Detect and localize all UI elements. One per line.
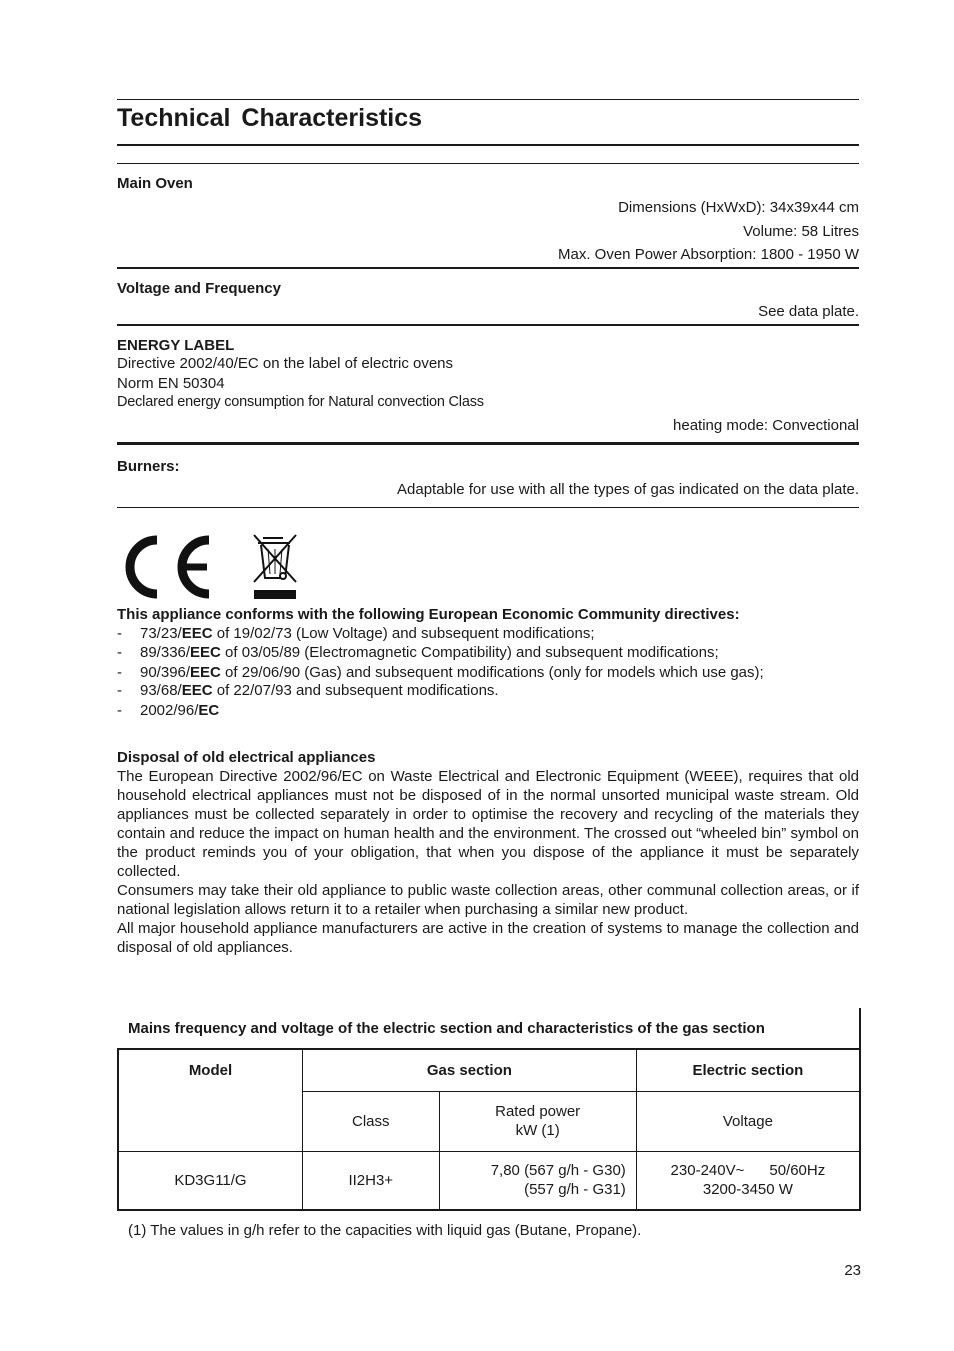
header-rated-power: Rated power kW (1) bbox=[439, 1091, 636, 1151]
header-model: Model bbox=[118, 1049, 302, 1151]
directive-item: - 90/396/EEC of 29/06/90 (Gas) and subsequent modifications (only for models which use gas); bbox=[117, 664, 764, 681]
disposal-paragraph: The European Directive 2002/96/EC on Waste Electrical and Electronic Equipment (WEEE), requires that old household electrical appliances must not be disposed of in the normal unsorted municipal waste stream. Old appliances must be collected separately in order to optimise the recovery and recycling of the materials they contain and reduce the impact on human health and the environment. The crossed out “wheeled bin” symbol on the product reminds you of your obligation, that when you dispose of the appliance it must be separately collected. bbox=[117, 768, 859, 880]
energy-heading: ENERGY LABEL bbox=[117, 337, 235, 354]
voltage-heading: Voltage and Frequency bbox=[117, 280, 281, 297]
top-rule bbox=[117, 99, 859, 100]
directive-item: - 93/68/EEC of 22/07/93 and subsequent modifications. bbox=[117, 682, 499, 699]
cell-class: II2H3+ bbox=[302, 1151, 439, 1210]
table-caption: Mains frequency and voltage of the electric section and characteristics of the gas section bbox=[128, 1020, 765, 1037]
header-voltage: Voltage bbox=[636, 1091, 860, 1151]
page-number: 23 bbox=[844, 1262, 861, 1279]
burners-value: Adaptable for use with all the types of gas indicated on the data plate. bbox=[397, 481, 859, 498]
energy-directive: Directive 2002/40/EC on the label of electric ovens bbox=[117, 355, 454, 372]
oven-power: Max. Oven Power Absorption: 1800 - 1950 W bbox=[558, 246, 859, 263]
disposal-paragraph: All major household appliance manufacturers are active in the creation of systems to manage the collection and disposal of old appliances. bbox=[117, 920, 859, 956]
crossed-bin-icon bbox=[250, 532, 300, 600]
main-oven-heading: Main Oven bbox=[117, 175, 193, 192]
table-caption-border bbox=[859, 1008, 861, 1049]
main-oven-rule bbox=[117, 267, 859, 269]
energy-norm: Norm EN 50304 bbox=[117, 375, 225, 392]
burners-rule bbox=[117, 507, 859, 508]
directive-item: - 2002/96/EC bbox=[117, 702, 220, 719]
energy-rule bbox=[117, 442, 859, 445]
header-gas-section: Gas section bbox=[302, 1049, 636, 1091]
cell-model: KD3G11/G bbox=[118, 1151, 302, 1210]
footnote: (1) The values in g/h refer to the capacities with liquid gas (Butane, Propane). bbox=[128, 1222, 642, 1239]
header-electric-section: Electric section bbox=[636, 1049, 860, 1091]
voltage-value: See data plate. bbox=[758, 303, 859, 320]
cell-rated-power: 7,80 (567 g/h - G30) (557 g/h - G31) bbox=[439, 1151, 636, 1210]
energy-value: heating mode: Convectional bbox=[673, 417, 859, 434]
disposal-paragraph: Consumers may take their old appliance to public waste collection areas, other communal collection areas, or if national legislation allows return it to a retailer when purchasing a similar new product. bbox=[117, 882, 859, 918]
directives-heading: This appliance conforms with the following European Economic Community directives: bbox=[117, 606, 740, 623]
burners-heading: Burners: bbox=[117, 458, 180, 475]
energy-consumption: Declared energy consumption for Natural convection Class bbox=[117, 394, 484, 410]
header-class: Class bbox=[302, 1091, 439, 1151]
page-title: Technical Characteristics bbox=[117, 104, 423, 132]
directive-item: - 73/23/EEC of 19/02/73 (Low Voltage) and subsequent modifications; bbox=[117, 625, 595, 642]
title-rule bbox=[117, 144, 859, 146]
directive-item: - 89/336/EEC of 03/05/89 (Electromagnetic Compatibility) and subsequent modifications; bbox=[117, 644, 719, 661]
cell-voltage: 230-240V~ 50/60Hz 3200-3450 W bbox=[636, 1151, 860, 1210]
ce-mark-icon bbox=[117, 533, 213, 601]
oven-dimensions: Dimensions (HxWxD): 34x39x44 cm bbox=[618, 199, 859, 216]
disposal-heading: Disposal of old electrical appliances bbox=[117, 749, 376, 766]
spec-table bbox=[117, 1048, 861, 1211]
voltage-rule bbox=[117, 324, 859, 326]
table-row bbox=[118, 1151, 860, 1210]
section-rule-top bbox=[117, 163, 859, 164]
oven-volume: Volume: 58 Litres bbox=[743, 223, 859, 240]
